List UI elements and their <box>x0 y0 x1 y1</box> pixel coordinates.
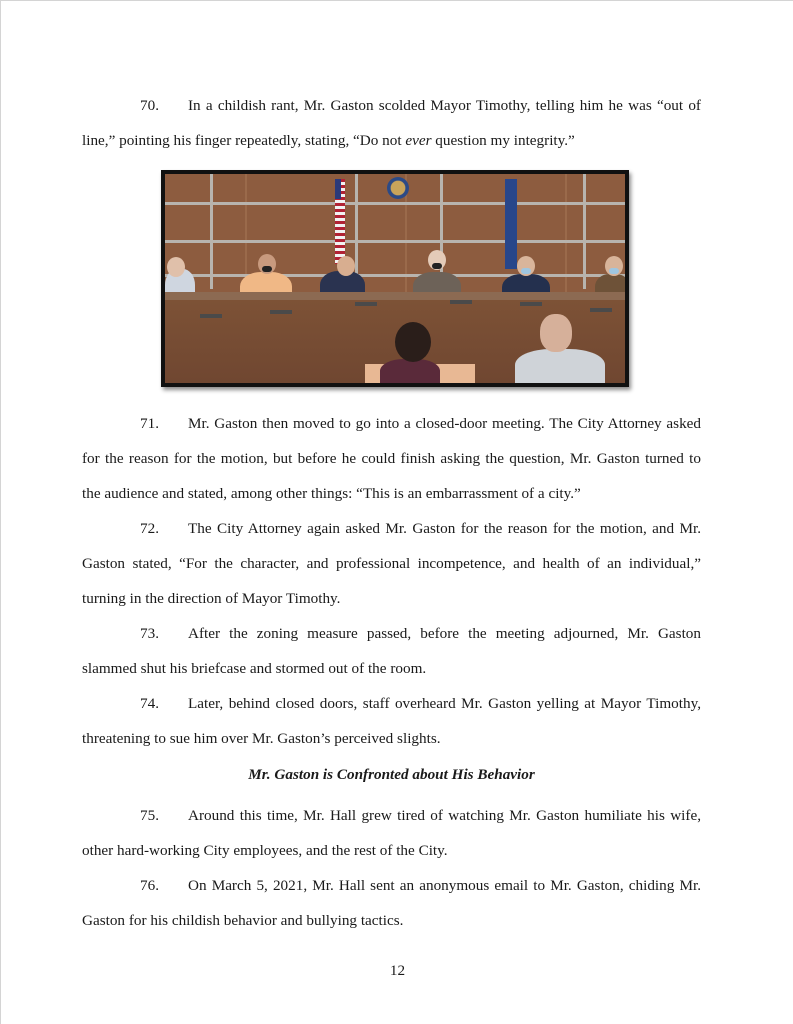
paragraph-72-line-3: turning in the direction of Mayor Timothy. <box>82 590 341 607</box>
speaker <box>380 359 440 387</box>
city-seal <box>387 177 409 199</box>
paragraph-73-line-1: 73. After the zoning measure passed, before the meeting adjourned, Mr. Gaston <box>140 625 701 642</box>
paragraph-76-line-2: Gaston for his childish behavior and bullying tactics. <box>82 912 404 929</box>
paragraph-70-line-1: 70. In a childish rant, Mr. Gaston scolded Mayor Timothy, telling him he was “out of <box>140 97 701 114</box>
paragraph-number: 73. <box>140 625 159 642</box>
paragraph-number: 76. <box>140 877 159 894</box>
page-number: 12 <box>389 962 406 979</box>
paragraph-number: 72. <box>140 520 159 537</box>
paragraph-76-line-1: 76. On March 5, 2021, Mr. Hall sent an anonymous email to Mr. Gaston, chiding Mr. <box>140 877 701 894</box>
paragraph-71-line-1: 71. Mr. Gaston then moved to go into a closed-door meeting. The City Attorney asked <box>140 415 701 432</box>
paragraph-number: 74. <box>140 695 159 712</box>
audience-member <box>515 349 605 387</box>
paragraph-74-line-1: 74. Later, behind closed doors, staff overheard Mr. Gaston yelling at Mayor Timothy, <box>140 695 701 712</box>
paragraph-75-line-2: other hard-working City employees, and the rest of the City. <box>82 842 448 859</box>
paragraph-73-line-2: slammed shut his briefcase and stormed out of the room. <box>82 660 427 677</box>
emphasis-ever: ever <box>405 132 432 149</box>
us-flag <box>335 179 345 264</box>
paragraph-70-line-2: line,” pointing his finger repeatedly, stating, “Do not ever question my integrity.” <box>82 132 575 149</box>
paragraph-number: 70. <box>140 97 159 114</box>
paragraph-72-line-2: Gaston stated, “For the character, and professional incompetence, and health of an individual,” <box>82 555 701 572</box>
section-heading: Mr. Gaston is Confronted about His Behavior <box>248 766 535 783</box>
paragraph-74-line-2: threatening to sue him over Mr. Gaston’s perceived slights. <box>82 730 441 747</box>
paragraph-75-line-1: 75. Around this time, Mr. Hall grew tired of watching Mr. Gaston humiliate his wife, <box>140 807 701 824</box>
council-meeting-photo <box>161 170 629 387</box>
paragraph-number: 75. <box>140 807 159 824</box>
state-flag <box>505 179 517 269</box>
paragraph-71-line-2: for the reason for the motion, but before he could finish asking the question, Mr. Gaston turned to <box>82 450 701 467</box>
paragraph-number: 71. <box>140 415 159 432</box>
paragraph-71-line-3: the audience and stated, among other things: “This is an embarrassment of a city.” <box>82 485 581 502</box>
paragraph-72-line-1: 72. The City Attorney again asked Mr. Gaston for the reason for the motion, and Mr. <box>140 520 701 537</box>
